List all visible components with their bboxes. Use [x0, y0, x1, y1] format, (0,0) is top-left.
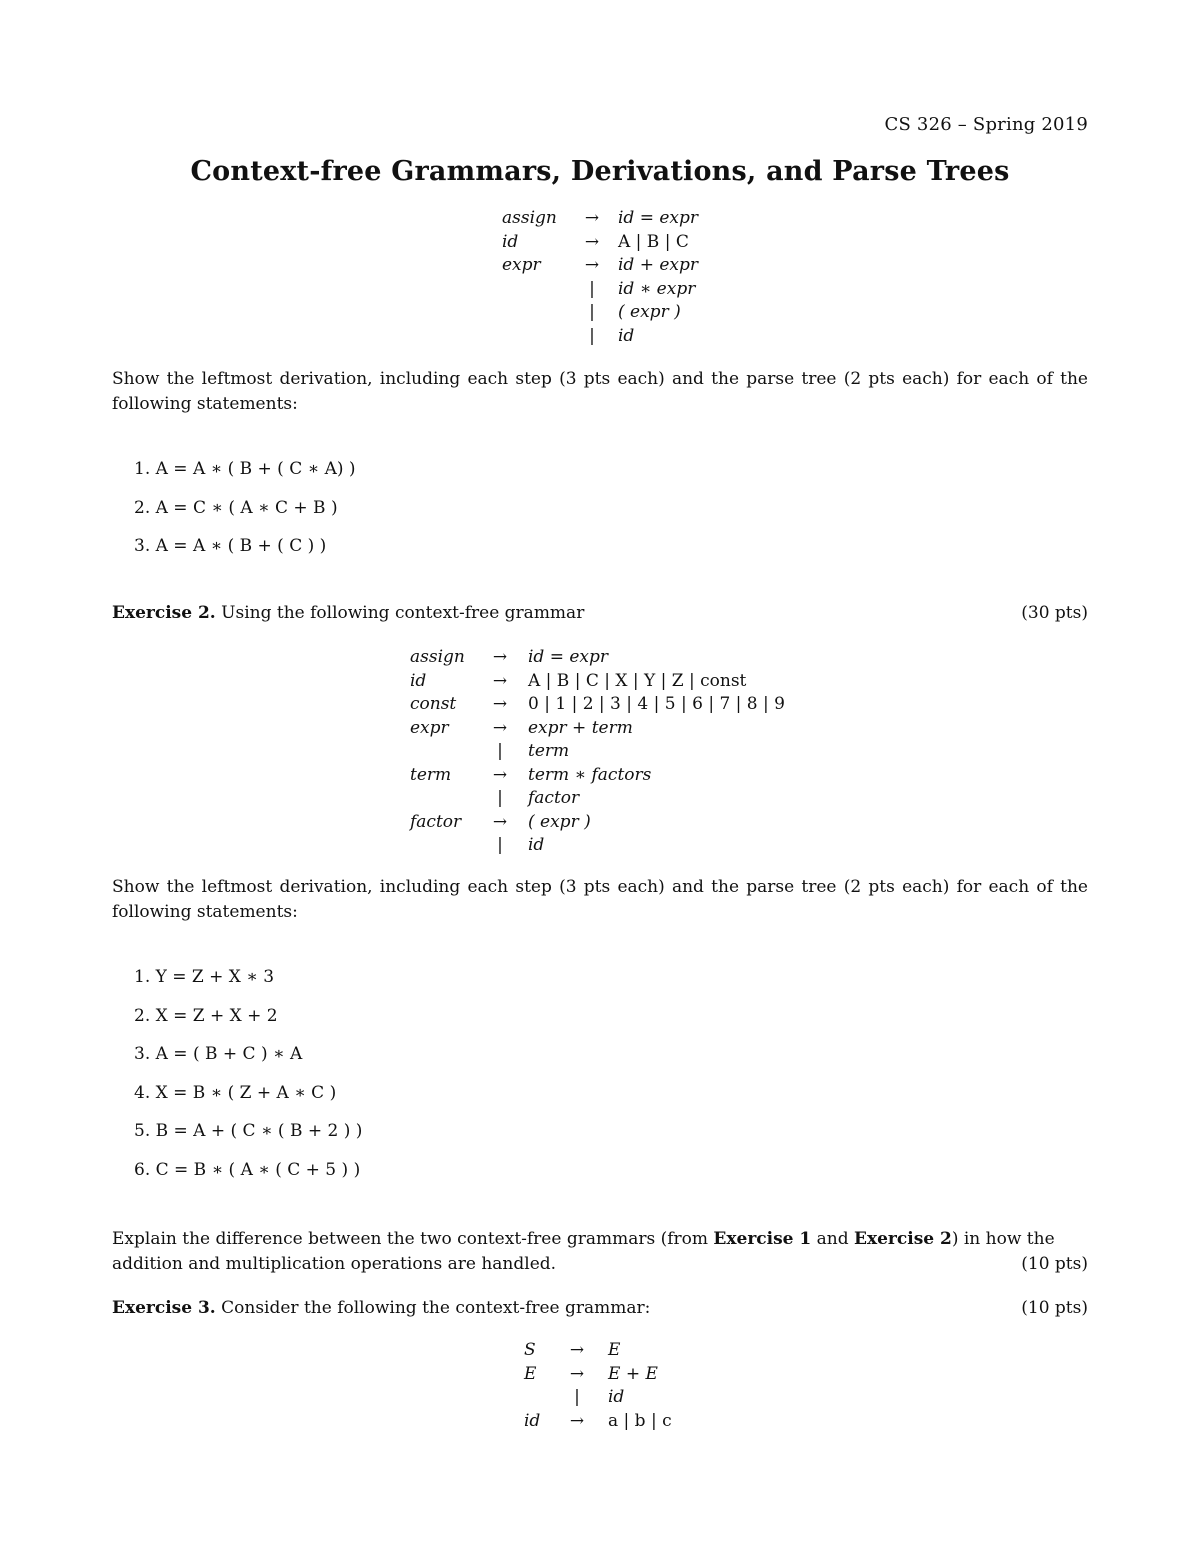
rule-rhs: term — [528, 741, 570, 761]
rule-lhs: expr — [410, 717, 449, 738]
list-item: 4. X = B ∗ ( Z + A ∗ C ) — [134, 1082, 337, 1103]
rule-lhs — [410, 787, 482, 811]
rule-arrow: → — [584, 231, 600, 252]
rule-rhs: E — [608, 1340, 621, 1360]
list-item: 2. A = C ∗ ( A ∗ C + B ) — [134, 497, 338, 518]
grammar-rule — [502, 278, 698, 302]
rule-rhs: a | b | c — [608, 1410, 672, 1431]
grammar-3 — [524, 1339, 672, 1433]
explain-paragraph: Explain the difference between the two context-free grammars (from Exercise 1 and Exercise 2) in how the addition and multiplication operations are handled. (10 pts) — [112, 1227, 1088, 1276]
exercise-points: (30 pts) — [1021, 603, 1088, 623]
rule-lhs: const — [410, 694, 457, 714]
grammar-rule — [524, 1339, 672, 1363]
rule-lhs — [502, 278, 574, 302]
rule-rhs: id — [528, 835, 545, 855]
rule-rhs: id = expr — [528, 647, 609, 667]
rule-lhs: assign — [410, 647, 465, 667]
instruction-paragraph: Show the leftmost derivation, including each step (3 pts each) and the parse tree (2 pts each) for each of the following statements: — [112, 369, 1088, 414]
rule-lhs: factor — [410, 811, 462, 832]
grammar-rule — [502, 325, 698, 349]
grammar-rule — [502, 254, 698, 278]
rule-arrow: | — [497, 835, 503, 855]
grammar-rule — [410, 764, 785, 788]
grammar-rule — [502, 231, 698, 255]
rule-rhs: id — [618, 325, 635, 346]
grammar-rule — [410, 787, 785, 811]
rule-arrow: → — [569, 1363, 585, 1384]
rule-arrow: → — [492, 717, 508, 738]
exercise-label: Exercise 2. — [112, 603, 216, 623]
list-item: 2. X = Z + X + 2 — [134, 1005, 278, 1026]
grammar-rule — [524, 1363, 672, 1387]
exercise-2-heading — [112, 603, 1088, 623]
rule-lhs — [502, 325, 574, 349]
rule-arrow: | — [497, 788, 503, 808]
rule-arrow: | — [589, 278, 595, 299]
statement-list-1 — [134, 459, 356, 575]
rule-arrow: → — [492, 647, 508, 667]
grammar-rule — [410, 740, 785, 764]
rule-arrow: | — [589, 302, 595, 322]
grammar-rule — [502, 301, 698, 325]
rule-arrow: | — [497, 741, 503, 761]
rule-arrow: → — [569, 1410, 585, 1431]
rule-lhs — [502, 301, 574, 325]
exercise-3-heading — [112, 1298, 1088, 1318]
explain-points: (10 pts) — [1021, 1253, 1088, 1274]
rule-arrow: → — [492, 764, 508, 785]
instruction-paragraph: Show the leftmost derivation, including each step (3 pts each) and the parse tree (2 pts each) for each of the following statements: — [112, 877, 1088, 922]
exercise-text: Using the following context-free grammar — [221, 603, 585, 623]
rule-lhs — [410, 834, 482, 858]
exercise-points: (10 pts) — [1021, 1298, 1088, 1318]
grammar-1 — [502, 207, 698, 348]
rule-rhs: A | B | C | X | Y | Z | const — [528, 670, 747, 691]
course-header: CS 326 – Spring 2019 — [884, 114, 1088, 135]
rule-arrow: → — [492, 694, 508, 714]
grammar-rule — [502, 207, 698, 231]
rule-lhs: term — [410, 764, 452, 785]
exercise-text: Consider the following the context-free grammar: — [221, 1298, 651, 1318]
statement-list-2 — [134, 967, 362, 1198]
rule-lhs: id — [410, 670, 427, 691]
list-item: 6. C = B ∗ ( A ∗ ( C + 5 ) ) — [134, 1159, 361, 1180]
rule-rhs: id = expr — [618, 208, 699, 228]
grammar-rule — [524, 1410, 672, 1434]
page-title: Context-free Grammars, Derivations, and Parse Trees — [190, 156, 1010, 187]
rule-arrow: | — [589, 325, 595, 346]
rule-lhs — [410, 740, 482, 764]
rule-arrow: → — [492, 670, 508, 691]
rule-arrow: → — [584, 208, 600, 228]
grammar-rule — [410, 693, 785, 717]
grammar-2 — [410, 646, 785, 858]
list-item: 1. Y = Z + X ∗ 3 — [134, 967, 275, 987]
rule-rhs: expr + term — [528, 717, 633, 738]
rule-rhs: ( expr ) — [618, 302, 681, 322]
list-item: 3. A = A ∗ ( B + ( C ) ) — [134, 536, 327, 556]
list-item: 5. B = A + ( C ∗ ( B + 2 ) ) — [134, 1121, 363, 1141]
list-item: 1. A = A ∗ ( B + ( C ∗ A) ) — [134, 459, 356, 479]
rule-arrow: → — [584, 255, 600, 275]
rule-arrow: → — [569, 1340, 585, 1360]
rule-lhs: id — [524, 1410, 541, 1431]
rule-lhs: S — [524, 1340, 536, 1360]
rule-rhs: id — [608, 1387, 625, 1407]
exercise-label: Exercise 3. — [112, 1298, 216, 1318]
rule-rhs: term ∗ factors — [528, 764, 652, 785]
rule-rhs: factor — [528, 788, 580, 808]
rule-arrow: | — [574, 1387, 580, 1407]
grammar-rule — [410, 717, 785, 741]
rule-rhs: A | B | C — [618, 231, 689, 252]
grammar-rule — [410, 834, 785, 858]
grammar-rule — [410, 646, 785, 670]
rule-lhs: E — [524, 1363, 537, 1384]
rule-rhs: id ∗ expr — [618, 278, 696, 299]
rule-arrow: → — [492, 811, 508, 832]
list-item: 3. A = ( B + C ) ∗ A — [134, 1044, 303, 1064]
rule-rhs: E + E — [608, 1363, 658, 1384]
grammar-rule — [410, 670, 785, 694]
rule-lhs: id — [502, 231, 519, 252]
grammar-rule — [524, 1386, 672, 1410]
rule-rhs: 0 | 1 | 2 | 3 | 4 | 5 | 6 | 7 | 8 | 9 — [528, 694, 785, 714]
rule-rhs: ( expr ) — [528, 811, 591, 832]
rule-lhs — [524, 1386, 556, 1410]
grammar-rule — [410, 811, 785, 835]
rule-lhs: expr — [502, 255, 541, 275]
rule-lhs: assign — [502, 208, 557, 228]
rule-rhs: id + expr — [618, 255, 699, 275]
